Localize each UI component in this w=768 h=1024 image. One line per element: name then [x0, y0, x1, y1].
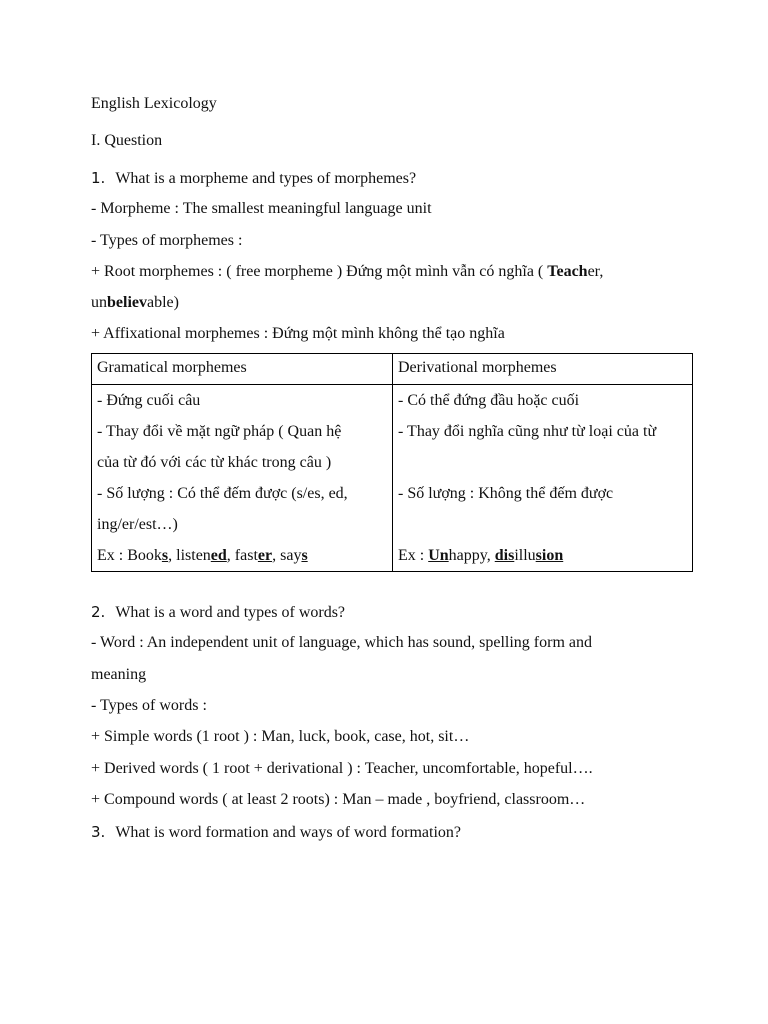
grammatical-count-a: - Số lượng : Có thể đếm được (s/es, ed,: [97, 485, 348, 502]
derivational-example-rest-1: happy,: [448, 547, 495, 564]
question-2: [91, 602, 345, 623]
derivational-example-prefix: Ex :: [398, 547, 429, 564]
document-title: English Lexicology: [91, 95, 217, 112]
morpheme-types-label: - Types of morphemes :: [91, 232, 243, 249]
derivational-prefix-dis: dis: [494, 547, 515, 564]
section-heading: I. Question: [91, 132, 163, 149]
grammatical-suffix-ed: ed: [210, 547, 227, 564]
grammatical-example: [97, 540, 387, 571]
question-3: [91, 822, 461, 843]
derivational-spacer-2: [398, 509, 687, 540]
table-row: [92, 385, 693, 572]
table-header-grammatical: Gramatical morphemes: [92, 354, 393, 385]
question-3-number: 3.: [91, 823, 106, 841]
derivational-cell: [393, 385, 693, 572]
grammatical-change-b: của từ đó với các từ khác trong câu ): [97, 454, 332, 471]
derivational-count: - Số lượng : Không thể đếm được: [398, 485, 614, 502]
grammatical-example-prefix: Ex : Book: [97, 547, 162, 564]
compound-words-line: + Compound words ( at least 2 roots) : Man – made , boyfriend, classroom…: [91, 791, 586, 808]
question-1-text: What is a morpheme and types of morphemes?: [115, 170, 417, 187]
derivational-example: [398, 540, 687, 571]
derivational-prefix-un: Un: [428, 547, 449, 564]
root-example-1-rest: er,: [587, 263, 604, 280]
grammatical-change-a: - Thay đổi về mặt ngữ pháp ( Quan hệ: [97, 423, 342, 440]
word-types-label: - Types of words :: [91, 697, 207, 714]
grammatical-example-word-4: , say: [272, 547, 302, 564]
derivational-spacer: [398, 447, 687, 478]
morpheme-definition: - Morpheme : The smallest meaningful language unit: [91, 200, 432, 217]
word-definition-a: - Word : An independent unit of language, which has sound, spelling form and: [91, 634, 592, 651]
question-2-number: 2.: [91, 603, 106, 621]
grammatical-suffix-s: s: [161, 547, 169, 564]
root-example-1-bold: Teach: [547, 263, 588, 280]
derivational-change: - Thay đổi nghĩa cũng như từ loại của từ: [398, 423, 657, 440]
grammatical-count-b: ing/er/est…): [97, 516, 178, 533]
derivational-example-root: illu: [514, 547, 536, 564]
morphemes-table: [91, 353, 693, 572]
grammatical-position: - Đứng cuối câu: [97, 392, 201, 409]
affixational-morphemes-line: + Affixational morphemes : Đứng một mình không thể tạo nghĩa: [91, 325, 505, 342]
word-definition-b: meaning: [91, 666, 147, 683]
question-2-text: What is a word and types of words?: [115, 604, 346, 621]
root-example-2-bold: believ: [107, 294, 147, 311]
derivational-suffix-sion: sion: [535, 547, 564, 564]
table-header-row: [92, 354, 693, 385]
simple-words-line: + Simple words (1 root ) : Man, luck, book, case, hot, sit…: [91, 728, 470, 745]
grammatical-example-word-3: , fast: [226, 547, 258, 564]
grammatical-example-word-2: , listen: [168, 547, 211, 564]
table-header-derivational: Derivational morphemes: [393, 354, 693, 385]
root-morphemes-text: + Root morphemes : ( free morpheme ) Đứng một mình vẫn có nghĩa (: [91, 263, 548, 280]
question-3-text: What is word formation and ways of word formation?: [115, 824, 461, 841]
root-morphemes-line: [91, 262, 603, 282]
question-1: [91, 168, 416, 189]
root-example-2-prefix: un: [91, 294, 107, 311]
root-morphemes-line-2: [91, 293, 179, 313]
root-example-2-rest: able): [147, 294, 179, 311]
derived-words-line: + Derived words ( 1 root + derivational ) : Teacher, uncomfortable, hopeful….: [91, 760, 593, 777]
derivational-position: - Có thể đứng đầu hoặc cuối: [398, 392, 580, 409]
question-1-number: 1.: [91, 169, 106, 187]
grammatical-cell: [92, 385, 393, 572]
grammatical-suffix-er: er: [257, 547, 273, 564]
grammatical-suffix-s-2: s: [301, 547, 308, 564]
